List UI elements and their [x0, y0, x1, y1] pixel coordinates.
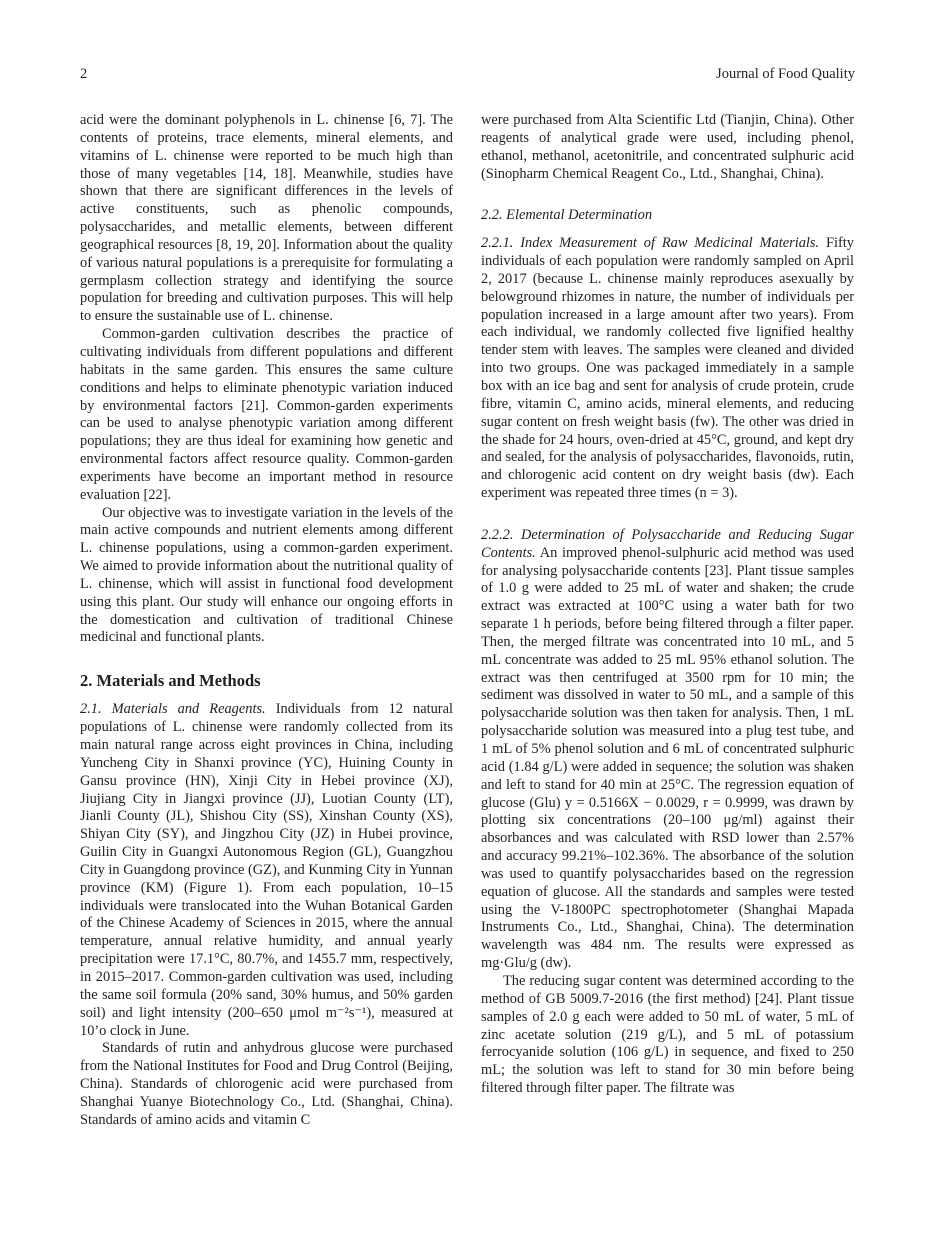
journal-title: Journal of Food Quality	[716, 66, 855, 82]
subsection-2-2-heading: 2.2. Elemental Determination	[481, 207, 653, 224]
intro-paragraph-3: Our objective was to investigate variation in the levels of the main active compounds and nutrient elements among different L. chinense populations, using a common-garden experiment. We aimed to provide information about the nutritional quality of L. chinense, which will assist in functional food development using this plant. Our study will enhance our ongoing efforts in the domestication and cultivation of traditional Chinese medicinal and functional plants.	[80, 504, 453, 646]
intro-paragraph-1: acid were the dominant polyphenols in L. chinense [6, 7]. The contents of proteins, trace elements, mineral elements, and vitamins of L. chinense were reported to be much high than those of many vegetables [14, 18]. Meanwhile, studies have shown that there are significant differences in the levels of active constituents, such as phenolic compounds, polysaccharides, and metallic elements, between different geographical resources [8, 19, 20]. Information about the quality of various natural populations is a prerequisite for formulating a germplasm collection strategy and identifying the source population for breeding and cultivation purposes. This will help to ensure the sustainable use of L. chinense.	[80, 112, 453, 325]
continued-paragraph: were purchased from Alta Scientific Ltd (Tianjin, China). Other reagents of analytical grade were used, including phenol, ethanol, methanol, acetonitrile, and concentrated sulphuric acid (Sinopharm Chemical Reagent Co., Ltd., Shanghai, China).	[481, 112, 854, 182]
section-heading: 2. Materials and Methods	[80, 671, 261, 691]
standards-paragraph: Standards of rutin and anhydrous glucose were purchased from the National Institutes for Food and Drug Control (Beijing, China). Standards of chlorogenic acid were purchased from Shanghai Yuanye Biotechnology Co., Ltd. (Shanghai, China). Standards of amino acids and vitamin C	[80, 1040, 453, 1128]
right-column	[481, 112, 854, 1098]
subsection-2-1-heading: 2.1. Materials and Reagents.	[80, 701, 266, 718]
materials-paragraph	[80, 701, 453, 1040]
index-measurement-paragraph	[481, 235, 854, 503]
subsection-2-2-2-heading: 2.2.2. Determination of Polysaccharide and Reducing Sugar Contents.	[481, 526, 854, 561]
subsection-2-2-1-heading: 2.2.1. Index Measurement of Raw Medicinal Materials.	[481, 235, 820, 252]
intro-paragraph-2: Common-garden cultivation describes the practice of cultivating individuals from different populations and different habitats in the same garden. This ensures the same culture conditions and helps to eliminate phenotypic variation induced by environmental factors [21]. Common-garden experiments can be used to analyse phenotypic variation among different populations; they are thus ideal for examining how genetic and environmental factors affect resource quality. Common-garden experiments have become an important method in resource evaluation [22].	[80, 326, 453, 503]
page-header	[80, 66, 855, 86]
subsection-2-1-body: Individuals from 12 natural populations of L. chinense were randomly collected from its main natural range across eight provinces in China, including Yuncheng City in Shanxi province (YC), Huining County in Gansu province (HN), Xinji City in Hebei province (XJ), Jiujiang City in Jiangxi province (JJ), Luotian County (LT), Jianli County (JL), Shishou City (SS), Xinshan County (XS), Shiyan City (SY), and Jingzhou City (JZ) in Hubei province, Guilin City in Guangxi Autonomous Region (GL), Guangzhou City in Guangdong province (GZ), and Kunming City in Yunnan province (KM) (Figure 1). From each population, 10–15 individuals were translocated into the Wuhan Botanical Garden of the Chinese Academy of Sciences in 2015, where the annual temperature, annual relative humidity, and annual yearly precipitation were 17.1°C, 80.7%, and 1455.7 mm, respectively, in 2015–2017. Common-garden cultivation was used, including the same soil formula (20% sand, 30% humus, and 50% garden soil) and light intensity (200–650 μmol m⁻²s⁻¹), measured at 10’o clock in June.	[80, 701, 453, 1039]
subsection-2-2-1-body: Fifty individuals of each population were randomly sampled on April 2, 2017 (because L. chinense mainly reproduces asexually by belowground rhizomes in nature, the number of individuals per population increased in a large amount after two years). From each individual, we randomly collected five lignified healthy tender stem with leaves. The samples were cleaned and divided into two groups. One was packaged immediately in a sample box with an ice bag and sent for analysis of crude protein, crude fibre, vitamin C, amino acids, mineral elements, and reducing sugar content on fresh weight basis (fw). The other was dried in the shade for 24 hours, oven-dried at 45°C, ground, and kept dry and sealed, for the analysis of polysaccharides, flavonoids, rutin, and chlorogenic acid content on dry weight basis (dw). Each experiment was repeated three times (n = 3).	[481, 235, 854, 502]
left-column	[80, 112, 453, 1130]
subsection-2-2-2-body: An improved phenol-sulphuric acid method was used for analysing polysaccharide contents [23]. Plant tissue samples of 1.0 g were added to 25 mL of water and shaken; the crude extract was extracted at 100°C using a water bath for two separate 1 h periods, before being filtered through a filter paper. Then, the merged filtrate was concentrated into 10 mL, and 5 mL concentrate was added to 25 mL 95% ethanol solution. The extract was then centrifuged at 3500 rpm for 10 min; the sediment was dissolved in water to 50 mL, and a sample of this polysaccharide solution was then taken for analysis. Then, 1 mL polysaccharide solution was measured into a plug test tube, and 1 mL of 5% phenol solution and 6 mL of concentrated sulphuric acid (1.84 g/L) were added in sequence; the solution was shaken and left to stand for 40 min at 25°C. The regression equation of glucose (Glu) y = 0.5166X − 0.0029, r = 0.9999, was drawn by plotting six concentrations (20–100 μg/ml) against their absorbances and was calculated with RSD lower than 2.57% and accuracy 99.21%–102.36%. The absorbance of the solution was used to quantify polysaccharides based on the regression equation of glucose. All the standards and samples were tested using the V-1800PC spectrophotometer (Shanghai Mapada Instruments Co., Ltd., Shanghai, China). The determination wavelength was 484 nm. The results were expressed as mg·Glu/g (dw).	[481, 544, 854, 972]
page-number: 2	[80, 66, 88, 82]
reducing-sugar-paragraph: The reducing sugar content was determined according to the method of GB 5009.7-2016 (the first method) [24]. Plant tissue samples of 2.0 g each were added to 50 mL of water, 5 mL of zinc acetate solution (219 g/L), and 5 mL of potassium ferrocyanide solution (106 g/L) in sequence, and fixed to 250 mL; the solution was left to stand for 30 min before being filtered through filter paper. The filtrate was	[481, 972, 854, 1097]
polysaccharide-paragraph	[481, 527, 854, 973]
